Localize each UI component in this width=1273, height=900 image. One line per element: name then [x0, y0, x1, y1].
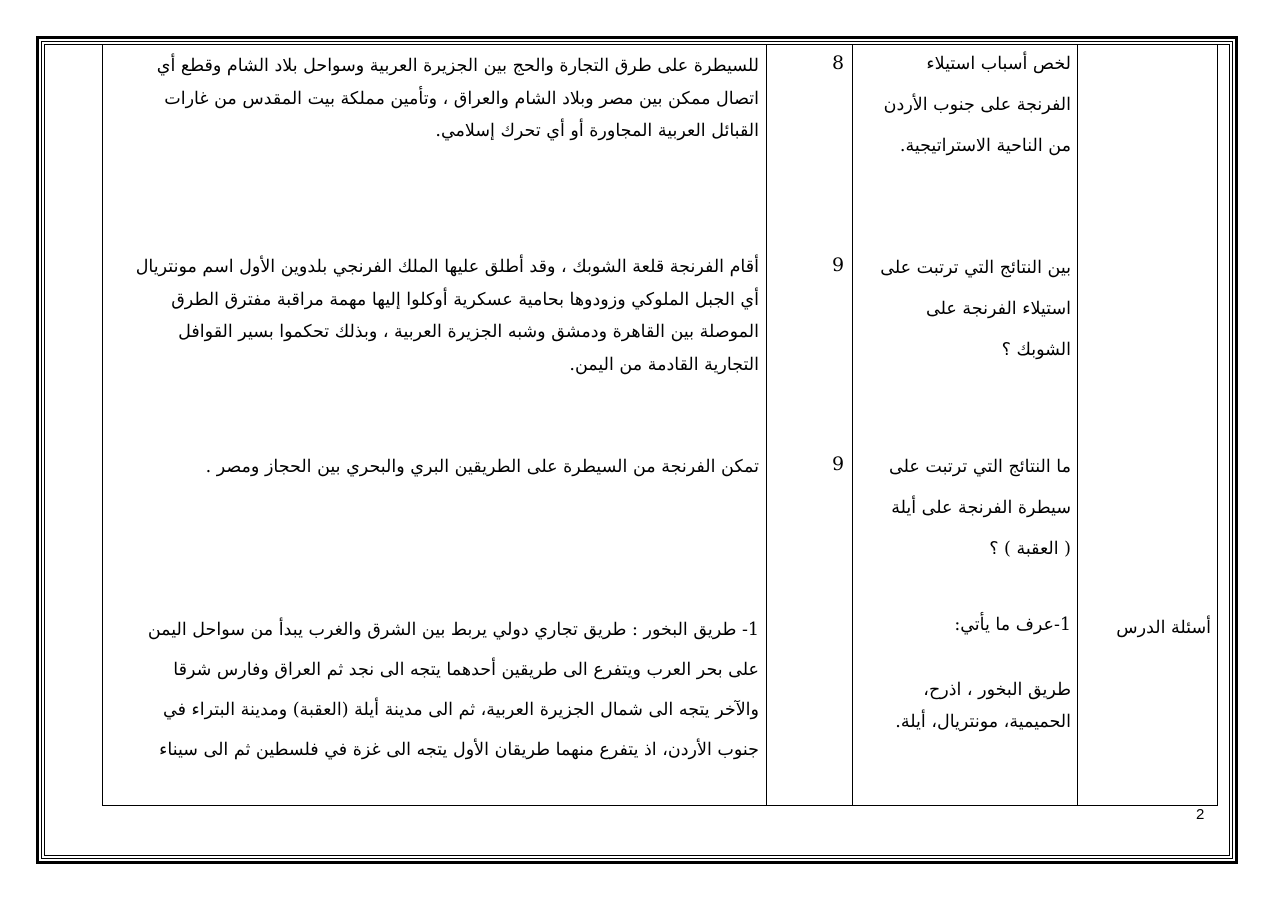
question-3: ما النتائج التي ترتبت على سيطرة الفرنجة على أيلة ( العقبة ) ؟ [889, 457, 1071, 559]
question-4-title: 1-عرف ما يأتي: [954, 615, 1071, 635]
answer-1: للسيطرة على طرق التجارة والحج بين الجزيرة العربية وسواحل بلاد الشام وقطع أي اتصال ممكن بين مصر وبلاد الشام والعراق ، وتأمين مملكة بيت المقدس من غارات القبائل العربية المجاورة أو أي تحرك إسلامي. [156, 56, 759, 141]
score-2: 9 [831, 254, 845, 276]
score-1: 8 [831, 52, 845, 74]
page-number: 2 [1196, 806, 1205, 823]
question-2: بين النتائج التي ترتبت على استيلاء الفرنجة على الشوبك ؟ [880, 258, 1071, 360]
answer-3: تمكن الفرنجة من السيطرة على الطريقين البري والبحري بين الحجاز ومصر . [205, 457, 759, 477]
column-divider-score [852, 44, 853, 806]
answer-2: أقام الفرنجة قلعة الشوبك ، وقد أطلق عليها الملك الفرنجي بلدوين الأول اسم مونتريال أي الجبل الملوكي وزودوها بحامية عسكرية أوكلوا إليها مهمة مراقبة مفترق الطرق الموصلة بين القاهرة ودمشق وشبه الجزيرة العربية ، وبذلك تحكموا بسير القوافل التجارية القادمة من اليمن. [135, 257, 759, 375]
column-divider-question [1077, 44, 1078, 806]
score-3: 9 [831, 453, 845, 475]
column-divider-answer [766, 44, 767, 806]
question-4-terms: طريق البخور ، اذرح، الحميمية، مونتريال، أيلة. [895, 680, 1071, 732]
section-label: أسئلة الدرس [1116, 618, 1211, 638]
question-1: لخص أسباب استيلاء الفرنجة على جنوب الأردن من الناحية الاستراتيجية. [883, 54, 1071, 156]
answer-4: 1- طريق البخور : طريق تجاري دولي يربط بين الشرق والغرب يبدأ من سواحل اليمن على بحر العرب ويتفرع الى طريقين أحدهما يتجه الى نجد ثم العراق وفارس شرقا والآخر يتجه الى شمال الجزيرة العربية، ثم الى مدينة أيلة (العقبة) ومدينة البتراء في جنوب الأردن، اذ يتفرع منهما طريقان الأول يتجه الى غزة في فلسطين ثم الى سيناء [147, 620, 759, 760]
